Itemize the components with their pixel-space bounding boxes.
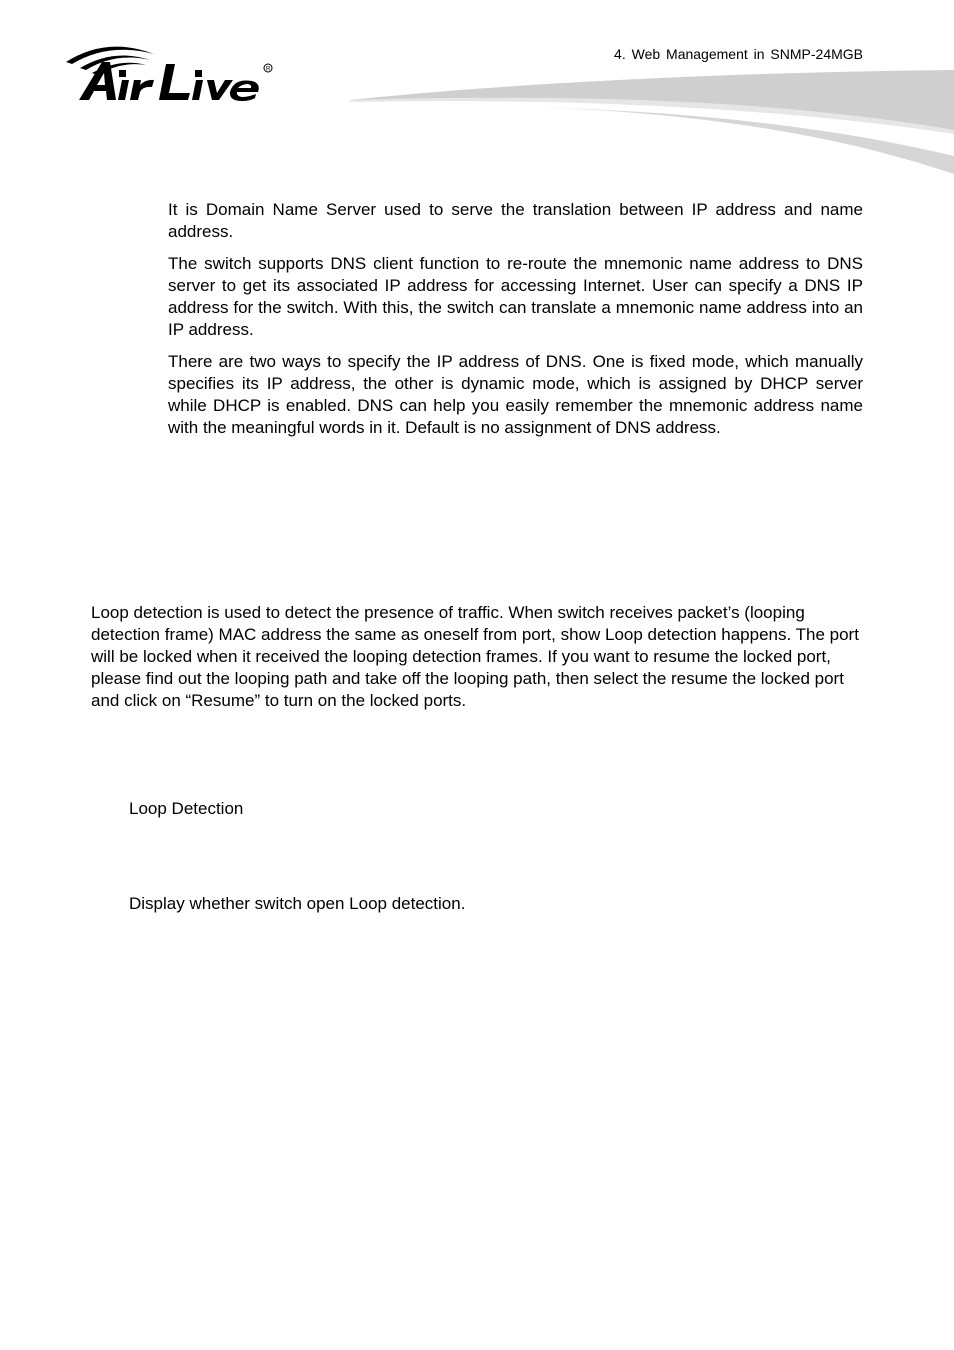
dns-paragraph-3: There are two ways to specify the IP address of DNS. One is fixed mode, which manually specifies its IP address, the other is dynamic mode, which is assigned by DHCP server while DHCP is enabled. DNS can help you easily remember the mnemonic address name with the meaningful words in it. Default is no assignment of DNS address.: [168, 352, 863, 437]
dns-paragraph-1: It is Domain Name Server used to serve the translation between IP address and name address.: [168, 200, 863, 241]
loop-detection-field-description: Display whether switch open Loop detection.: [129, 894, 466, 913]
loop-detection-field-label: Loop Detection: [129, 799, 244, 818]
svg-text:R: R: [266, 66, 271, 73]
header-swoosh-graphic: [350, 66, 954, 178]
airlive-logo: [62, 40, 292, 110]
running-header-title: 4. Web Management in SNMP-24MGB: [614, 46, 863, 62]
dns-paragraph-2: The switch supports DNS client function to re-route the mnemonic name address to DNS server to get its associated IP address for accessing Internet. User can specify a DNS IP address for the switch. With this, the switch can translate a mnemonic name address into an IP address.: [168, 254, 863, 339]
loop-detection-intro: Loop detection is used to detect the presence of traffic. When switch receives packet’s (looping detection frame) MAC address the same as oneself from port, show Loop detection happens. The port will be locked when it received the looping detection frames. If you want to resume the locked port, please find out the looping path and take off the looping path, then select the resume the locked port and click on “Resume” to turn on the locked ports.: [91, 603, 859, 710]
